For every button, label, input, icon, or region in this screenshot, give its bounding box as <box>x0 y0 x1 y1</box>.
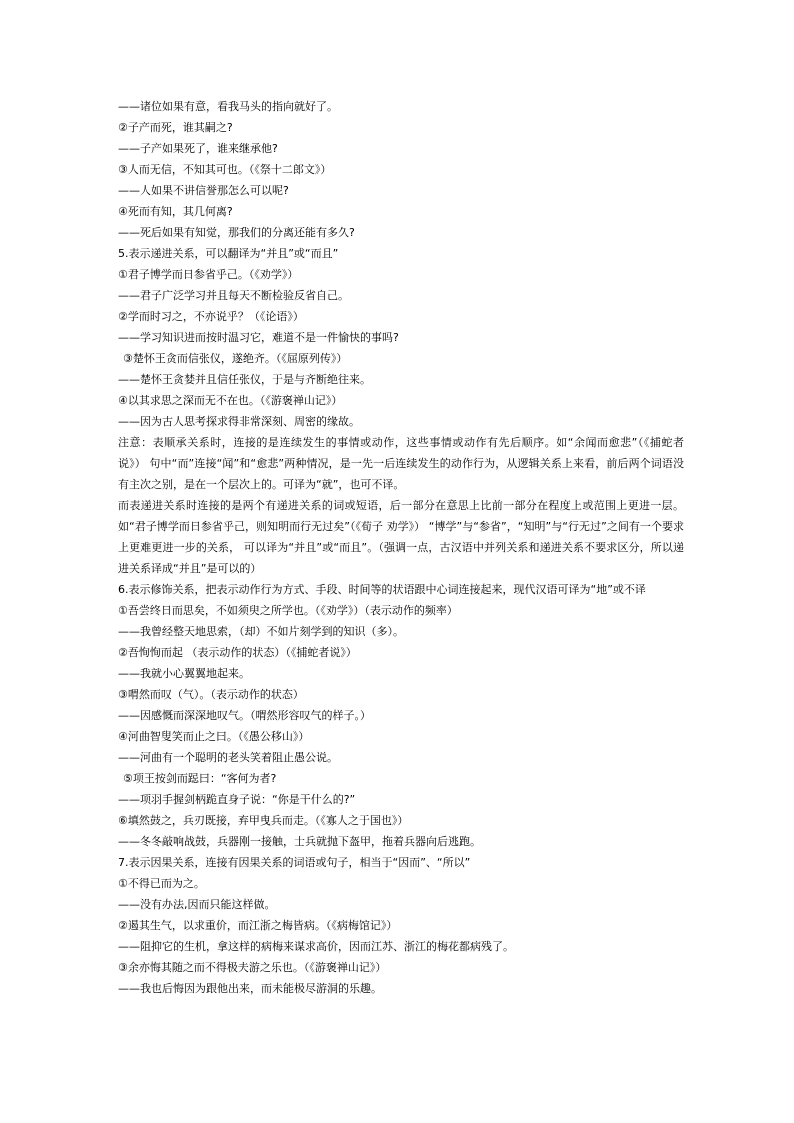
text-line: ③楚怀王贪而信张仪，遂绝齐。（《屈原列传》） <box>123 352 348 365</box>
text-line: 7.表示因果关系，连接有因果关系的词语或句子，相当于“因而”、“所以” <box>118 856 471 869</box>
text-line: ——因感慨而深深地叹气。（喟然形容叹气的样子。） <box>118 709 371 722</box>
text-line: ——楚怀王贪婪并且信任张仪，于是与齐断绝往来。 <box>118 373 371 386</box>
text-line: ——人如果不讲信誉那怎么可以呢? <box>118 184 289 197</box>
text-line: 5.表示递进关系，可以翻译为“并且”或“而且” <box>118 247 339 260</box>
text-line: ——子产如果死了，谁来继承他? <box>118 142 278 155</box>
document-page <box>118 96 684 999</box>
text-line: ②吾恂恂而起 （表示动作的状态）（《捕蛇者说》） <box>118 646 357 659</box>
text-line: ——阻抑它的生机，拿这样的病梅来谋求高价，因而江苏、浙江的梅花都病残了。 <box>118 940 514 953</box>
text-line: ④以其求思之深而无不在也。（《游褒禅山记》） <box>118 394 343 407</box>
text-line: ——我曾经整天地思索，（却）不如片刻学到的知识（多）。 <box>118 625 404 638</box>
text-line: ②遏其生气，以求重价，而江浙之梅皆病。（《病梅馆记》） <box>118 919 398 932</box>
text-line: ④死而有知，其几何离? <box>118 205 233 218</box>
text-line: ——因为古人思考探求得非常深刻、周密的缘故。 <box>118 415 360 428</box>
text-paragraph: 6.表示修饰关系，把表示动作行为方式、手段、时间等的状语跟中心词连接起来，现代汉语可译为“地”或不译 <box>118 583 646 596</box>
text-line: ——冬冬敲响战鼓，兵器刚一接触，士兵就抛下盔甲，拖着兵器向后逃跑。 <box>118 835 481 848</box>
text-line: ①不得已而为之。 <box>118 877 205 890</box>
text-line: ②学而时习之，不亦说乎？（《论语》） <box>118 310 304 323</box>
text-line: ③余亦悔其随之而不得极夫游之乐也。（《游褒禅山记》） <box>118 961 387 974</box>
text-line: ①君子博学而日参省乎己。（《劝学》） <box>118 268 299 281</box>
text-line: ——我也后悔因为跟他出来，而未能极尽游洞的乐趣。 <box>118 982 382 995</box>
text-line: ⑥填然鼓之，兵刃既接，弃甲曳兵而走。（《寡人之于国也》） <box>118 814 409 827</box>
text-line: ③人而无信，不知其可也。（《祭十二郎文》） <box>118 163 332 176</box>
text-line: ③喟然而叹（气）。（表示动作的状态） <box>118 688 304 701</box>
text-line: ④河曲智叟笑而止之曰。（《愚公移山》） <box>118 730 310 743</box>
text-line: ②子产而死，谁其嗣之? <box>118 121 233 134</box>
text-line: ——学习知识进而按时温习它，难道不是一件愉快的事吗? <box>118 331 399 344</box>
text-line: ——没有办法,因而只能这样做。 <box>118 898 276 911</box>
text-line: ——死后如果有知觉，那我们的分离还能有多久? <box>118 226 355 239</box>
text-line: ——项羽手握剑柄跪直身子说：“你是干什么的?” <box>118 793 356 806</box>
text-line: ①吾尝终日而思矣，不如须臾之所学也。（《劝学》）（表示动作的频率） <box>118 604 458 617</box>
text-line: ——我就小心翼翼地起来。 <box>118 667 250 680</box>
text-line: ——君子广泛学习并且每天不断检验反省自己。 <box>118 289 349 302</box>
text-paragraph: 而表递进关系时连接的是两个有递进关系的词或短语，后一部分在意思上比前一部分在程度上或范围上更进一层。如“君子博学而日参省乎己，则知明而行无过矣”（《荀子 劝学》） “博学”与“参省”，“知明”与“行无过”之间有一个要求上更难更进一步的关系， 可以译为“并且”或“而且”。（强调一点，古汉语中并列关系和递进关系不要求区分，所以递进关系译成“并且”是可以的） <box>118 499 684 575</box>
text-line: ——河曲有一个聪明的老头笑着阻止愚公说。 <box>118 751 338 764</box>
text-line: ——诸位如果有意，看我马头的指向就好了。 <box>118 100 338 113</box>
text-line: ⑤项王按剑而跽曰：“客何为者? <box>123 772 277 785</box>
text-paragraph: 注意：表顺承关系时，连接的是连续发生的事情或动作，这些事情或动作有先后顺序。如“余闻而愈悲”（《捕蛇者说》） 句中“而”连接“闻”和“愈悲”两种情况，是一先一后连续发生的动作行为，从逻辑关系上来看，前后两个词语没有主次之别，是在一个层次上的。可译为“就”，也可不译。 <box>118 436 684 491</box>
